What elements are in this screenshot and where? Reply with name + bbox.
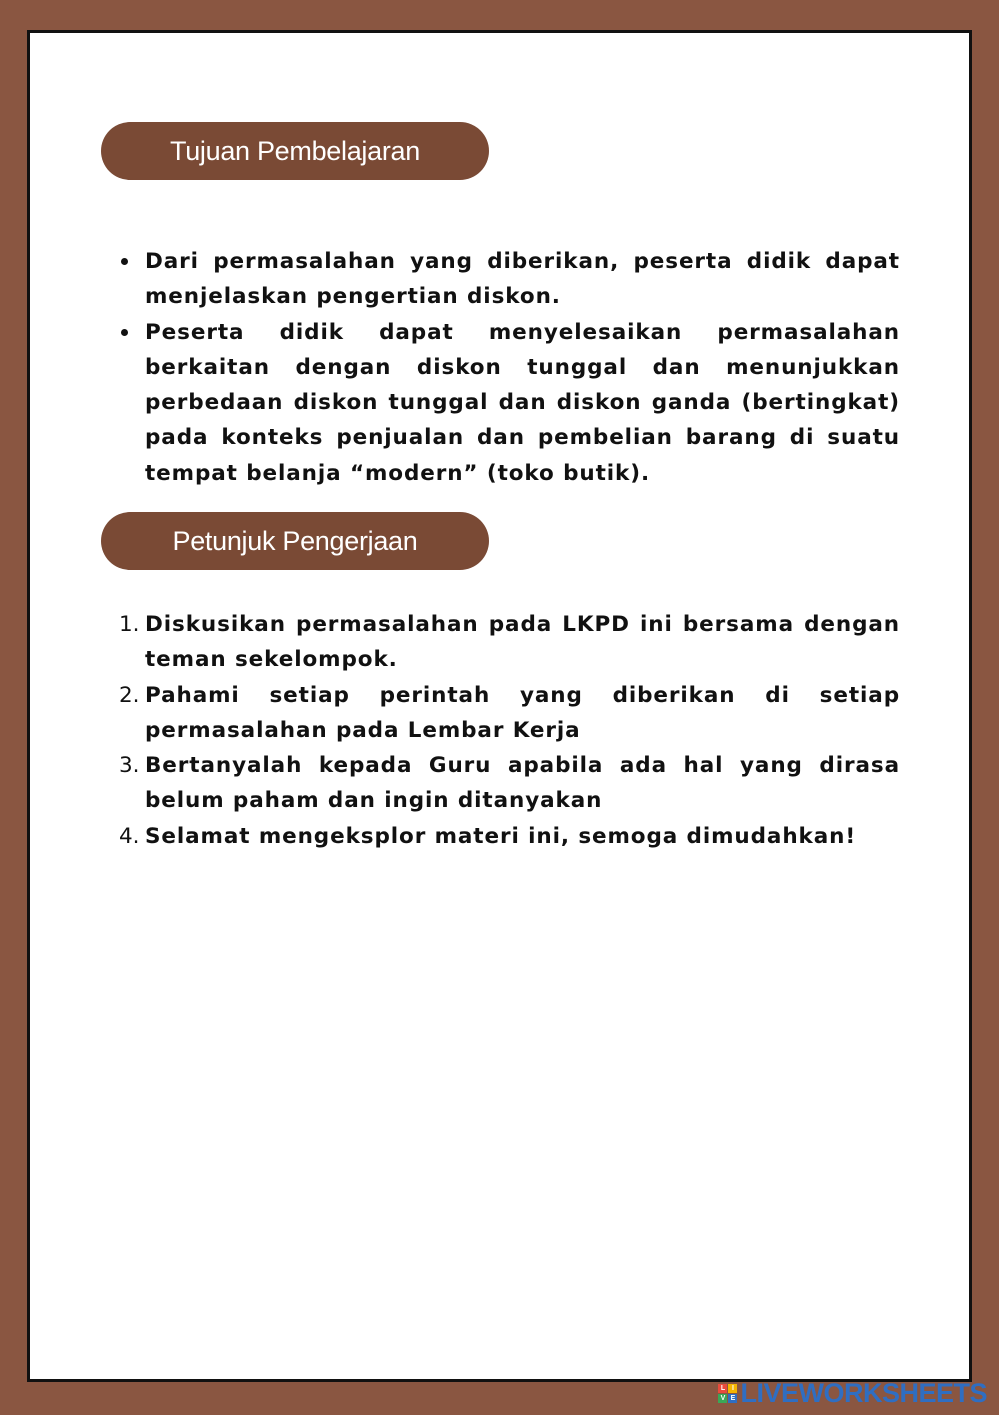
list-item [119, 678, 900, 749]
bullet-icon [121, 258, 128, 265]
list-item [119, 819, 900, 854]
bullet-icon [121, 329, 128, 336]
worksheet-page [27, 30, 972, 1382]
list-item [145, 244, 900, 315]
logo-letter: L [718, 1384, 727, 1393]
instructions-list [119, 607, 900, 854]
list-item [119, 607, 900, 678]
logo-letter: V [718, 1394, 727, 1403]
list-number: 2. [119, 682, 140, 708]
logo-letter: E [728, 1394, 737, 1403]
watermark-text: LIVEWORKSHEETS [740, 1378, 987, 1408]
objectives-list [145, 244, 900, 491]
objective-text: Dari permasalahan yang diberikan, peserta didik dapat menjelaskan pengertian diskon. [145, 249, 900, 310]
objective-text: Peserta didik dapat menyelesaikan permasalahan berkaitan dengan diskon tunggal dan menunjukkan perbedaan diskon tunggal dan diskon ganda (bertingkat) pada konteks penjualan dan pembelian barang di suatu tempat belanja “modern” (toko butik). [145, 319, 900, 486]
list-number: 3. [119, 753, 140, 779]
objectives-heading: Tujuan Pembelajaran [101, 122, 489, 180]
instruction-text: Pahami setiap perintah yang diberikan di setiap permasalahan pada Lembar Kerja [145, 682, 900, 743]
instructions-heading: Petunjuk Pengerjaan [101, 512, 489, 570]
list-number: 1. [119, 612, 140, 637]
liveworksheets-watermark [718, 1378, 987, 1409]
liveworksheets-logo-icon [718, 1384, 737, 1403]
instruction-text: Bertanyalah kepada Guru apabila ada hal yang dirasa belum paham dan ingin ditanyakan [145, 753, 900, 814]
logo-letter: I [728, 1384, 737, 1393]
instruction-text: Diskusikan permasalahan pada LKPD ini bersama dengan teman sekelompok. [145, 612, 900, 673]
list-number: 4. [119, 823, 140, 849]
list-item [145, 315, 900, 491]
instruction-text: Selamat mengeksplor materi ini, semoga dimudahkan! [145, 823, 857, 849]
list-item [119, 748, 900, 819]
